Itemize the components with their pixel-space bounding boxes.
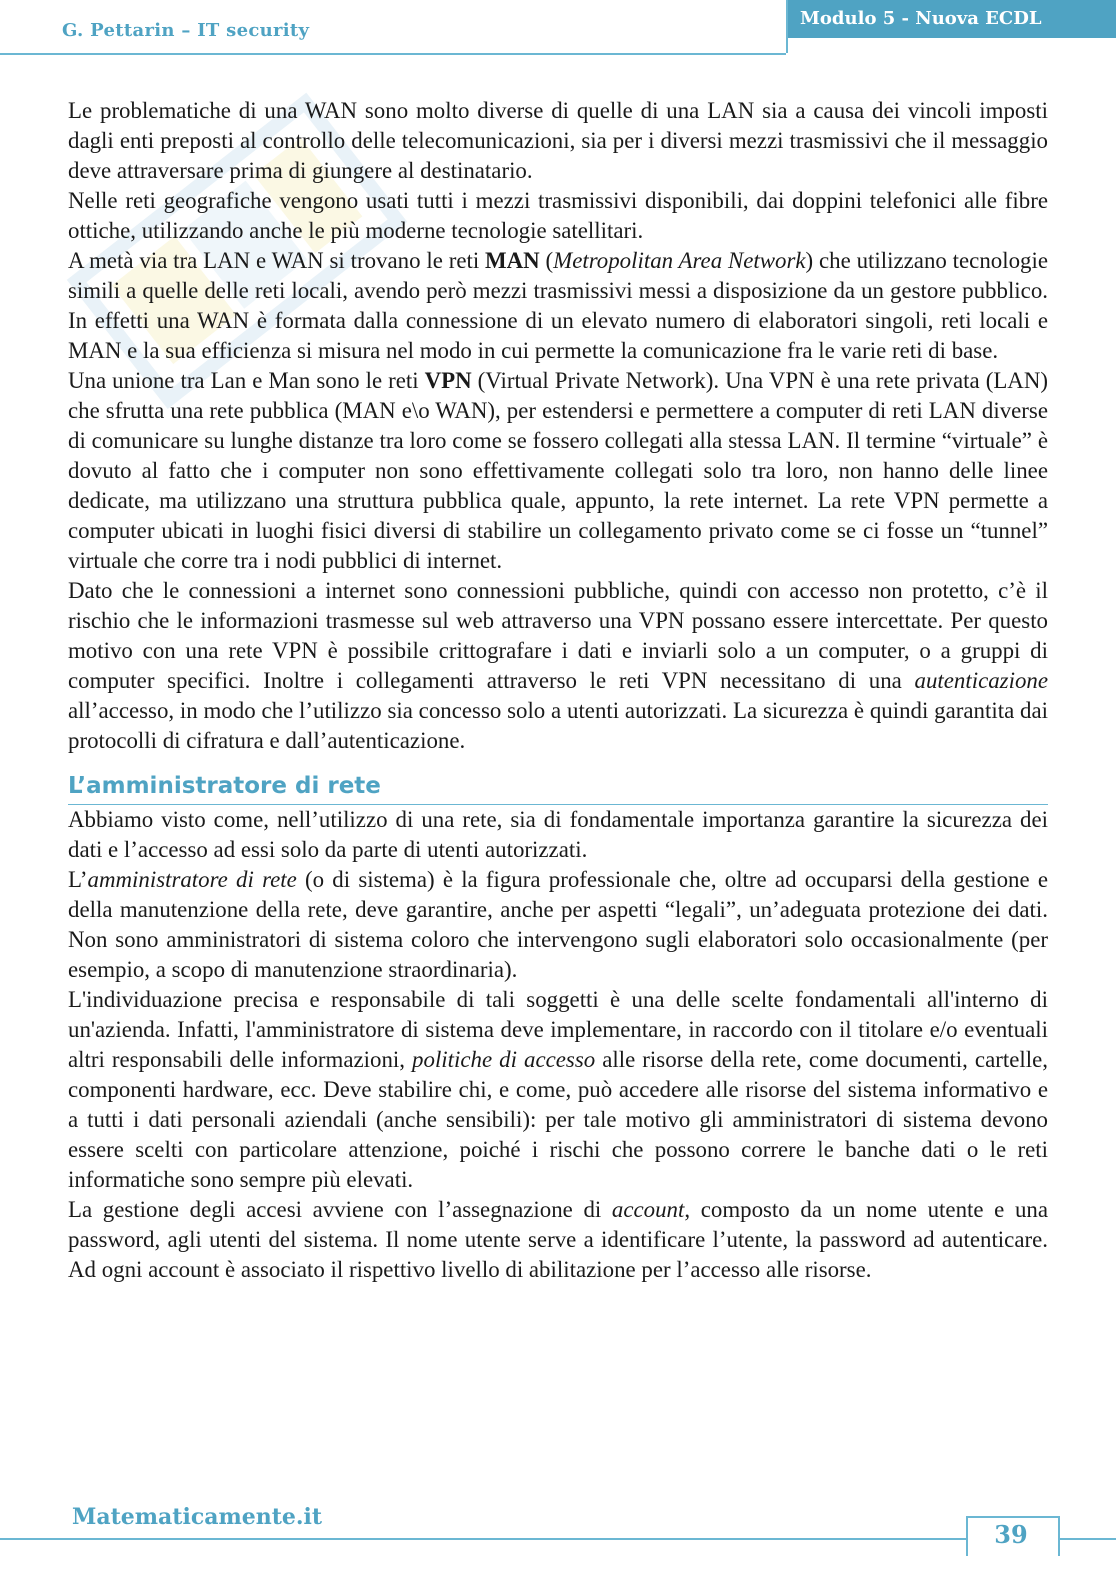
paragraph-vpn-security: Dato che le connessioni a internet sono connessioni pubbliche, quindi con accesso non protetto, c’è il rischio che le informazioni trasmesse sul web attraverso una VPN possano essere intercettate. Per questo motivo con una rete VPN è possibile crittografare i dati e inviarli solo a un computer, o a gruppi di computer specifici. Inoltre i collegamenti attraverso le reti VPN necessitano di una autenticazione all’accesso, in modo che l’utilizzo sia concesso solo a utenti autorizzati. La sicurezza è quindi garantita dai protocolli di cifratura e dall’autenticazione. <box>68 578 1048 753</box>
paragraph-admin-responsibilities: L'individuazione precisa e responsabile di tali soggetti è una delle scelte fondamentali all'interno di un'azienda. Infatti, l'amministratore di sistema deve implementare, in raccordo con il titolare e/o eventuali altri responsabili delle informazioni, politiche di accesso alle risorse della rete, come documenti, cartelle, componenti hardware, ecc. Deve stabilire chi, e come, può accedere alle risorse del sistema informativo e a tutti i dati personali aziendali (anche sensibili): per tale motivo gli amministratori di sistema devono essere scelti con particolare attenzione, poiché i rischi che possono correre le banche dati o le reti informatiche sono sempre più elevati. <box>68 987 1048 1192</box>
page-body <box>68 96 1048 1285</box>
page-number: 39 <box>994 1520 1028 1549</box>
term-account: account <box>611 1197 685 1222</box>
term-amministratore-di-rete: amministratore di rete <box>87 867 297 892</box>
term-metropolitan-area-network: Metropolitan Area Network <box>553 248 806 273</box>
header-divider <box>786 0 788 53</box>
running-header-module: Modulo 5 - Nuova ECDL <box>800 8 1042 29</box>
paragraph-intro: Abbiamo visto come, nell’utilizzo di una rete, sia di fondamentale importanza garantire la sicurezza dei dati e l’accesso ad essi solo da parte di utenti autorizzati. <box>68 807 1048 862</box>
paragraph-vpn: Una unione tra Lan e Man sono le reti VPN (Virtual Private Network). Una VPN è una rete privata (LAN) che sfrutta una rete pubblica (MAN e\o WAN), per estendersi e permettere a computer di reti LAN diverse di comunicare su lunghe distanze tra loro come se fossero collegati alla stessa LAN. Il termine “virtuale” è dovuto al fatto che i computer non sono effettivamente collegati solo tra loro, non hanno delle linee dedicate, ma utilizzano una struttura pubblica quale, appunto, la rete internet. La rete VPN permette a computer ubicati in luoghi fisici diversi di stabilire un collegamento privato come se ci fosse un “tunnel” virtuale che corre tra i nodi pubblici di internet. <box>68 368 1048 573</box>
term-vpn: VPN <box>424 368 472 393</box>
term-politiche-di-accesso: politiche di accesso <box>412 1047 596 1072</box>
running-header-author: G. Pettarin – IT security <box>62 20 310 41</box>
header-rule <box>0 53 786 55</box>
paragraph-geographic-networks: Nelle reti geografiche vengono usati tutti i mezzi trasmissivi disponibili, dai doppini telefonici alle fibre ottiche, utilizzando anche le più moderne tecnologie satellitari. <box>68 188 1048 243</box>
paragraph-wan: Le problematiche di una WAN sono molto diverse di quelle di una LAN sia a causa dei vincoli imposti dagli enti preposti al controllo delle telecomunicazioni, sia per i diversi mezzi trasmissivi che il messaggio deve attraversare prima di giungere al destinatario. <box>68 98 1048 183</box>
term-man: MAN <box>485 248 540 273</box>
paragraph-admin-definition: L’amministratore di rete (o di sistema) è la figura professionale che, oltre ad occuparsi della gestione e della manutenzione della rete, deve garantire, anche per aspetti “legali”, un’adeguata protezione dei dati. Non sono amministratori di sistema coloro che intervengono sugli elaboratori solo occasionalmente (per esempio, a scopo di manutenzione straordinaria). <box>68 867 1049 982</box>
footer-rule <box>0 1538 1116 1540</box>
footer-site-name: Matematicamente.it <box>72 1504 323 1530</box>
paragraph-man: A metà via tra LAN e WAN si trovano le reti MAN (Metropolitan Area Network) che utilizzano tecnologie simili a quelle delle reti locali, avendo però mezzi trasmissivi messi a disposizione da un gestore pubblico. In effetti una WAN è formata dalla connessione di un elevato numero di elaboratori singoli, reti locali e MAN e la sua efficienza si misura nel modo in cui permette la comunicazione fra le varie reti di base. <box>68 248 1048 363</box>
section-heading: L’amministratore di rete <box>68 770 1048 805</box>
paragraph-accounts: La gestione degli accesi avviene con l’assegnazione di account, composto da un nome utente e una password, agli utenti del sistema. Il nome utente serve a identificare l’utente, la password ad autenticare. Ad ogni account è associato il rispettivo livello di abilitazione per l’accesso alle risorse. <box>68 1197 1048 1282</box>
term-autenticazione: autenticazione <box>914 668 1048 693</box>
